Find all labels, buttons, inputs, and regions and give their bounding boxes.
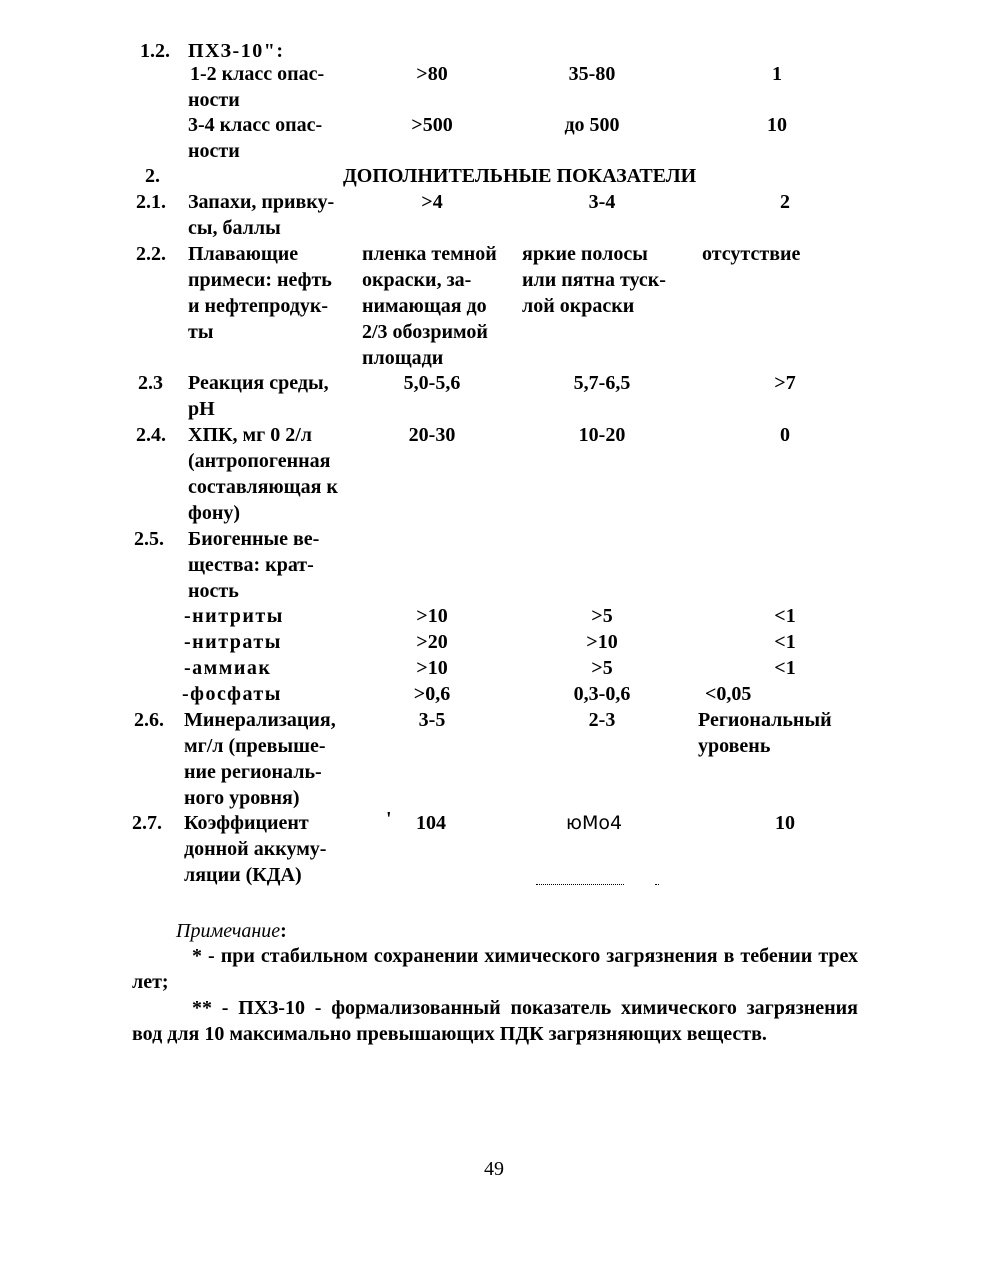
- row-label: Реакция среды,: [188, 372, 329, 394]
- row-label: мг/л (превыше-: [184, 735, 326, 757]
- row-label: рН: [188, 398, 215, 420]
- row-label: Биогенные ве-: [188, 528, 320, 550]
- value-col1: >0,6: [413, 683, 451, 705]
- value-col1: >80: [416, 63, 448, 85]
- row-number: 2.4.: [136, 424, 166, 446]
- value-col3: <1: [774, 657, 796, 679]
- row-label: ХПК, мг 0 2/л: [188, 424, 312, 446]
- note-paragraph: * - при стабильном сохранении химического загрязнения в тебении трех лет;: [132, 945, 858, 993]
- row-number: 2.2.: [136, 243, 166, 265]
- value-col2: 0,3-0,6: [573, 683, 631, 705]
- sub-item-label: -нитраты: [184, 631, 282, 653]
- value-col1: окраски, за-: [362, 269, 472, 291]
- row-label: ность: [188, 580, 239, 602]
- value-col2: 5,7-6,5: [573, 372, 631, 394]
- section-number: 2.: [145, 165, 160, 187]
- value-col2: >5: [591, 657, 613, 679]
- value-col2: >10: [586, 631, 618, 653]
- row-label: ты: [188, 321, 214, 343]
- row-label: ности: [188, 140, 240, 162]
- value-col3: 10: [775, 812, 795, 834]
- value-col3: <0,05: [705, 683, 752, 705]
- value-col3: 0: [780, 424, 790, 446]
- value-col3: уровень: [698, 735, 771, 757]
- row-label: ние региональ-: [184, 761, 322, 783]
- row-label: сы, баллы: [188, 217, 281, 239]
- row-label: и нефтепродук-: [188, 295, 329, 317]
- value-col1: площади: [362, 347, 444, 369]
- row-label: ного уровня): [184, 787, 300, 809]
- value-col2: юМо4: [566, 812, 623, 834]
- row-number: 2.6.: [134, 709, 164, 731]
- value-col3: Региональный: [698, 709, 832, 731]
- value-col2: 35-80: [568, 63, 616, 85]
- value-col3: >7: [774, 372, 796, 394]
- value-col3: <1: [774, 605, 796, 627]
- value-col3: отсутствие: [702, 243, 801, 265]
- underline-mark: [536, 884, 624, 885]
- value-col2: 2-3: [588, 709, 616, 731]
- note-paragraph: ** - ПХЗ-10 - формализованный показатель химического загрязнения вод для 10 максимально превышающих ПДК загрязняющих веществ.: [132, 997, 858, 1045]
- value-col2: лой окраски: [522, 295, 635, 317]
- section-heading: ДОПОЛНИТЕЛЬНЫЕ ПОКАЗАТЕЛИ: [343, 165, 697, 187]
- row-number: 1.2.: [140, 40, 170, 62]
- value-col3: 2: [780, 191, 790, 213]
- row-label: Плавающие: [188, 243, 299, 265]
- value-col1: >20: [416, 631, 448, 653]
- row-label: 1-2 класс опас-: [190, 63, 325, 85]
- note-colon: :: [280, 920, 287, 942]
- row-number: 2.5.: [134, 528, 164, 550]
- row-label: Коэффициент: [184, 812, 309, 834]
- note-heading: [176, 918, 287, 944]
- row-label: фону): [188, 502, 241, 524]
- note-title: Примечание: [176, 920, 281, 942]
- value-col2: яркие полосы: [522, 243, 648, 265]
- sub-item-label: -фосфаты: [182, 683, 282, 705]
- value-col2: >5: [591, 605, 613, 627]
- value-col1: 3-5: [418, 709, 446, 731]
- row-label: ности: [188, 89, 240, 111]
- sub-item-label: -нитриты: [184, 605, 284, 627]
- row-label: (антропогенная: [188, 450, 331, 472]
- value-col3: <1: [774, 631, 796, 653]
- row-label: 3-4 класс опас-: [188, 114, 323, 136]
- stray-mark: ': [386, 808, 392, 830]
- value-col1: 20-30: [408, 424, 456, 446]
- value-col1: >10: [416, 605, 448, 627]
- row-label: Минерализация,: [184, 709, 336, 731]
- row-number: 2.1.: [136, 191, 166, 213]
- value-col1: >4: [421, 191, 443, 213]
- row-label: донной аккуму-: [184, 838, 327, 860]
- value-col3: 1: [772, 63, 782, 85]
- value-col2: или пятна туск-: [522, 269, 666, 291]
- underline-mark: [655, 884, 659, 885]
- value-col2: 3-4: [588, 191, 616, 213]
- value-col1: >10: [416, 657, 448, 679]
- row-label: ляции (КДА): [184, 864, 302, 886]
- value-col3: 10: [767, 114, 787, 136]
- row-label: ПХЗ-10":: [188, 40, 285, 62]
- row-label: щества: крат-: [188, 554, 314, 576]
- page-number: 49: [484, 1158, 504, 1180]
- row-label: примеси: нефть: [188, 269, 332, 291]
- value-col2: до 500: [564, 114, 620, 136]
- value-col1: пленка темной: [362, 243, 497, 265]
- value-col1: нимающая до: [362, 295, 487, 317]
- value-col2: 10-20: [578, 424, 626, 446]
- sub-item-label: -аммиак: [184, 657, 272, 679]
- row-number: 2.7.: [132, 812, 162, 834]
- value-col1: 5,0-5,6: [403, 372, 461, 394]
- value-col1: 2/3 обозримой: [362, 321, 488, 343]
- value-col1: 104: [416, 812, 446, 834]
- row-number: 2.3: [138, 372, 163, 394]
- row-label: составляющая к: [188, 476, 338, 498]
- value-col1: >500: [411, 114, 453, 136]
- row-label: Запахи, привку-: [188, 191, 335, 213]
